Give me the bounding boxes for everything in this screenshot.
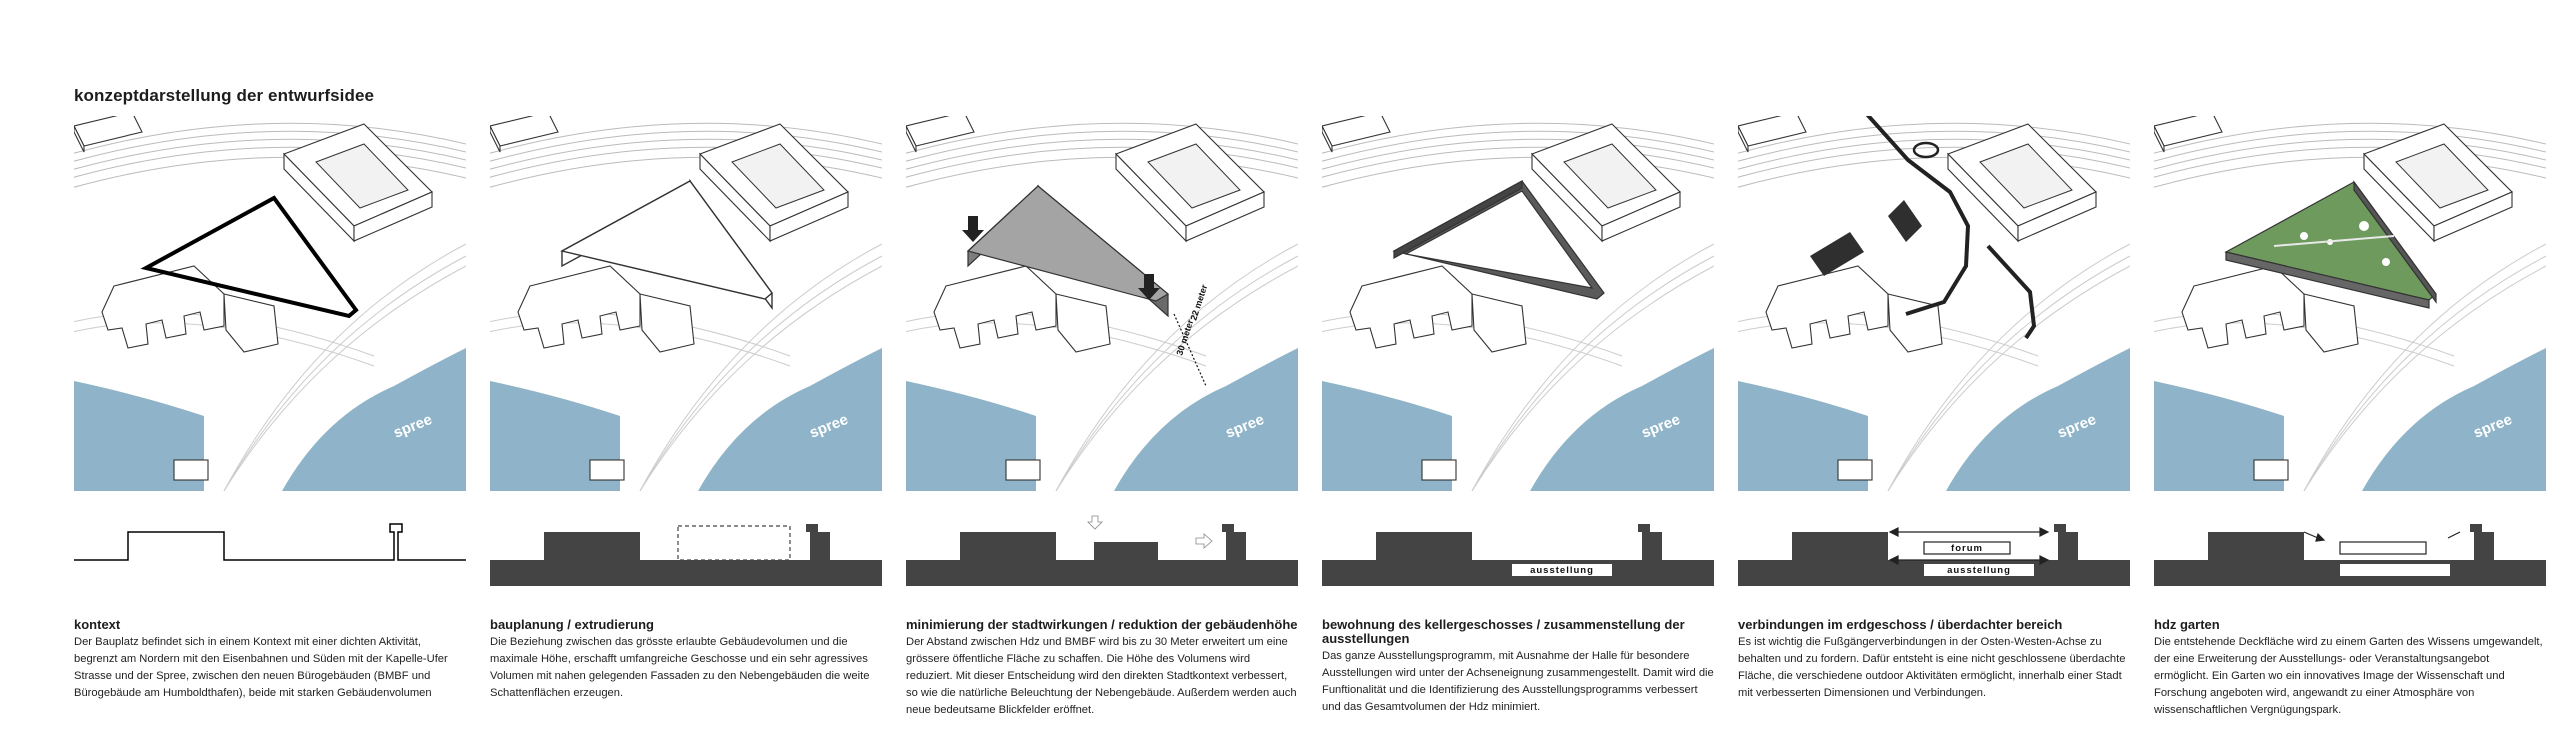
panel-heading: bauplanung / extrudierung bbox=[490, 617, 654, 632]
context-building bbox=[174, 460, 208, 480]
river-spree bbox=[1530, 348, 1714, 491]
context-building bbox=[1472, 294, 1526, 352]
dimension-label: 30 meter bbox=[1174, 318, 1196, 357]
page-title: konzeptdarstellung der entwurfsidee bbox=[74, 86, 375, 105]
context-building bbox=[2254, 460, 2288, 480]
context-building bbox=[224, 294, 278, 352]
context-building bbox=[1738, 116, 1806, 146]
river-spree bbox=[1946, 348, 2130, 491]
panel-text: Das ganze Ausstellungsprogramm, mit Ausnahme der Halle für besondere Ausstellungen wird unter der Achseneignung zusammengestellt. Damit wird die Funftionalität und die Identifizierung des Ausstellungsprogramms verbessert und das Gesamtvolumen der Hdz minimiert. bbox=[1322, 650, 1714, 713]
context-building bbox=[934, 266, 1056, 348]
site-map bbox=[1738, 116, 2130, 491]
panel-heading: bewohnung des kellergeschosses / zusammenstellung der ausstellungen bbox=[1322, 617, 1685, 646]
context-building bbox=[518, 266, 640, 348]
site-map bbox=[906, 116, 1298, 491]
panel-caption bbox=[2154, 618, 2546, 719]
panel-text: Der Abstand zwischen Hdz und BMBF wird bis zu 30 Meter erweitert um eine grössere öffentliche Fläche zu schaffen. Die Höhe des Volumens wird reduziert. Mit dieser Entscheidung wird den direkten Stadtkontext verbessert, so wie die natürliche Beleuchtung der Nebengebäude. Außerdem werden auch neue bedeutsame Blickfelder eröffnet. bbox=[906, 636, 1297, 716]
context-building bbox=[1322, 116, 1390, 146]
site-section bbox=[1738, 506, 2130, 596]
context-building bbox=[74, 116, 142, 146]
panel-caption bbox=[490, 618, 882, 702]
context-building bbox=[1056, 294, 1110, 352]
river-label: spree bbox=[391, 410, 435, 442]
context-building bbox=[590, 460, 624, 480]
site-map bbox=[490, 116, 882, 491]
ground-floor-pavilions bbox=[1810, 200, 1922, 276]
context-building bbox=[1888, 294, 1942, 352]
river-label: spree bbox=[1639, 410, 1683, 442]
site-map bbox=[1322, 116, 1714, 491]
flow-arrows bbox=[2304, 532, 2460, 541]
site-section bbox=[2154, 506, 2546, 596]
panel-caption bbox=[906, 618, 1298, 719]
section-tag: ausstellung bbox=[1530, 565, 1594, 576]
section-tag: ausstellung bbox=[1947, 565, 2011, 576]
concept-panel-garten bbox=[2154, 116, 2546, 736]
context-building bbox=[906, 116, 974, 146]
river-spree bbox=[282, 348, 466, 491]
context-building bbox=[1350, 266, 1472, 348]
panel-text: Die entstehende Deckfläche wird zu einem Garten des Wissens umgewandelt, der eine Erweiterung der Ausstellungs- oder Veranstaltungsangebot ermöglicht. Ein Garten wo ein innovatives Image der Wissenschaft und Forschung angeboten wird, angewandt zu einer Atmosphäre von wissenschaftlichen Vergnügungspark. bbox=[2154, 636, 2543, 716]
site-map bbox=[74, 116, 466, 491]
context-building bbox=[490, 116, 558, 146]
river-spree bbox=[698, 348, 882, 491]
site-section bbox=[74, 506, 466, 596]
context-building bbox=[2154, 116, 2222, 146]
site-section bbox=[906, 506, 1298, 596]
river-label: spree bbox=[1223, 410, 1267, 442]
panel-caption bbox=[1322, 618, 1714, 716]
context-building bbox=[640, 294, 694, 352]
context-building bbox=[1766, 266, 1888, 348]
section-tag: forum bbox=[1951, 543, 1983, 554]
dimension-label: 22 meter bbox=[1188, 283, 1210, 322]
context-building bbox=[1006, 460, 1040, 480]
river-spree bbox=[2362, 348, 2546, 491]
context-building bbox=[1422, 460, 1456, 480]
river-label: spree bbox=[807, 410, 851, 442]
panel-text: Die Beziehung zwischen das grösste erlaubte Gebäudevolumen und die maximale Höhe, erschafft umfangreiche Geschosse und ein sehr agressives Volumen mit nahen gelegenden Fassaden zu den Nebengebäuden die weite Schattenflächen erzeugen. bbox=[490, 636, 870, 699]
concept-panel-bauplanung bbox=[490, 116, 882, 736]
panel-caption bbox=[74, 618, 466, 702]
context-building bbox=[2182, 266, 2304, 348]
concept-panel-kontext bbox=[74, 116, 466, 736]
panel-text: Es ist wichtig die Fußgängerverbindungen in der Osten-Westen-Achse zu behalten und zu fordern. Dafür entsteht is eine nicht geschlossene überdachte Fläche, die verschiedene outdoor Aktivitäten ermöglicht, innerhalb einer Stadt mit verbesserten Dimensionen und Verbindungen. bbox=[1738, 636, 2126, 699]
panel-text: Der Bauplatz befindet sich in einem Kontext mit einer dichten Aktivität, begrenzt am Nordern mit den Eisenbahnen und Süden mit der Kapelle-Ufer Strasse und der Spree, zwischen den neuen Bürogebäuden (BMBF und Bürogebäude am Humboldthafen), beide mit starken Gebäudenvolumen bbox=[74, 636, 448, 699]
concept-panel-minimierung bbox=[906, 116, 1298, 736]
site-map bbox=[2154, 116, 2546, 491]
panel-caption bbox=[1738, 618, 2130, 702]
site-section bbox=[490, 506, 882, 596]
river-label: spree bbox=[2471, 410, 2515, 442]
river-label: spree bbox=[2055, 410, 2099, 442]
panel-heading: verbindungen im erdgeschoss / überdachter bereich bbox=[1738, 617, 2063, 632]
site-section bbox=[1322, 506, 1714, 596]
panel-heading: hdz garten bbox=[2154, 617, 2220, 632]
river-spree bbox=[1114, 348, 1298, 491]
roundabout bbox=[1914, 143, 1938, 157]
concept-panel-bewohnung bbox=[1322, 116, 1714, 736]
panel-heading: kontext bbox=[74, 617, 121, 632]
context-building bbox=[1838, 460, 1872, 480]
concept-panel-verbindungen bbox=[1738, 116, 2130, 736]
panel-heading: minimierung der stadtwirkungen / reduktion der gebäudenhöhe bbox=[906, 617, 1298, 632]
context-building bbox=[102, 266, 224, 348]
context-building bbox=[2304, 294, 2358, 352]
